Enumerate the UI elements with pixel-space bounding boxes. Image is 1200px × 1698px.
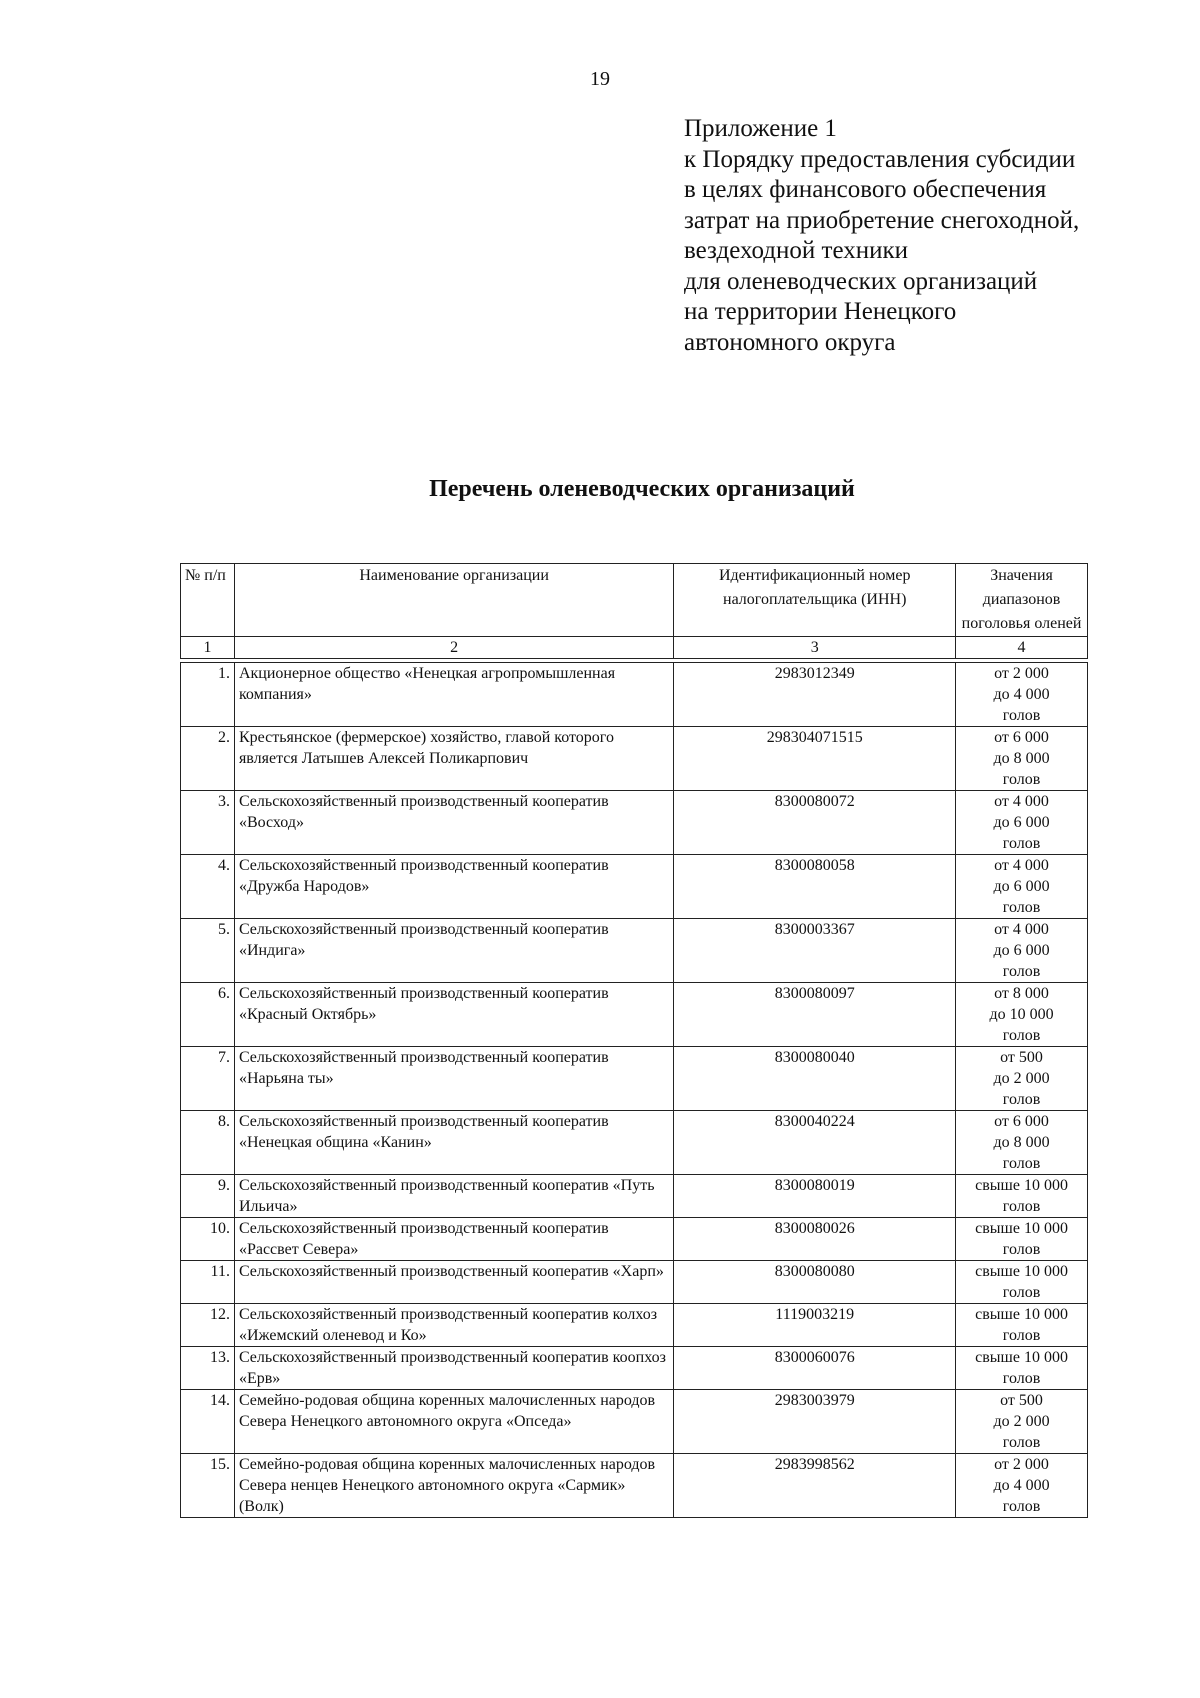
organization-inn: 8300003367 bbox=[674, 919, 956, 983]
herd-size-range bbox=[956, 983, 1088, 1047]
range-line: голов bbox=[1002, 1370, 1041, 1387]
row-number: 8. bbox=[181, 1111, 235, 1175]
organization-inn: 1119003219 bbox=[674, 1304, 956, 1347]
herd-size-range bbox=[956, 1304, 1088, 1347]
herd-size-range bbox=[956, 1261, 1088, 1304]
range-line: голов bbox=[1002, 899, 1041, 916]
organization-name: Семейно-родовая община коренных малочисленных народов Севера ненцев Ненецкого автономного округа «Сармик» (Волк) bbox=[234, 1454, 673, 1518]
range-line: свыше 10 000 bbox=[975, 1177, 1068, 1194]
range-line: голов bbox=[1002, 1198, 1041, 1215]
column-number: 4 bbox=[956, 637, 1088, 659]
range-line: голов bbox=[1002, 1091, 1041, 1108]
table-row bbox=[181, 919, 1088, 983]
herd-size-range bbox=[956, 855, 1088, 919]
table-row bbox=[181, 791, 1088, 855]
range-line: от 500 bbox=[1000, 1392, 1043, 1409]
table-header-row bbox=[181, 564, 1088, 637]
appendix-header bbox=[684, 114, 1164, 358]
table-row bbox=[181, 983, 1088, 1047]
organization-inn: 2983012349 bbox=[674, 663, 956, 727]
organization-inn: 2983003979 bbox=[674, 1390, 956, 1454]
table-row bbox=[181, 1390, 1088, 1454]
herd-size-range bbox=[956, 1047, 1088, 1111]
organization-inn: 2983998562 bbox=[674, 1454, 956, 1518]
range-line: от 500 bbox=[1000, 1049, 1043, 1066]
row-number: 2. bbox=[181, 727, 235, 791]
herd-size-range bbox=[956, 663, 1088, 727]
range-line: до 6 000 bbox=[993, 878, 1050, 895]
range-line: голов bbox=[1002, 1284, 1041, 1301]
organization-name: Сельскохозяйственный производственный кооператив «Дружба Народов» bbox=[234, 855, 673, 919]
organization-inn: 8300080072 bbox=[674, 791, 956, 855]
herd-size-range bbox=[956, 919, 1088, 983]
range-line: до 6 000 bbox=[993, 814, 1050, 831]
row-number: 13. bbox=[181, 1347, 235, 1390]
organization-name: Сельскохозяйственный производственный кооператив «Путь Ильича» bbox=[234, 1175, 673, 1218]
herd-size-range bbox=[956, 1390, 1088, 1454]
range-line: свыше 10 000 bbox=[975, 1349, 1068, 1366]
range-line: до 2 000 bbox=[993, 1070, 1050, 1087]
organization-name: Семейно-родовая община коренных малочисленных народов Севера Ненецкого автономного округа «Опседа» bbox=[234, 1390, 673, 1454]
organization-name: Сельскохозяйственный производственный кооператив «Красный Октябрь» bbox=[234, 983, 673, 1047]
range-line: голов bbox=[1002, 835, 1041, 852]
organization-name: Сельскохозяйственный производственный кооператив «Восход» bbox=[234, 791, 673, 855]
organization-inn: 8300080019 bbox=[674, 1175, 956, 1218]
column-number: 3 bbox=[674, 637, 956, 659]
range-line: до 8 000 bbox=[993, 1134, 1050, 1151]
table-row bbox=[181, 1111, 1088, 1175]
header-range: Значения диапазонов поголовья оленей bbox=[956, 564, 1088, 637]
organizations-table bbox=[180, 563, 1088, 1518]
table-row bbox=[181, 1175, 1088, 1218]
table-row bbox=[181, 663, 1088, 727]
herd-size-range bbox=[956, 727, 1088, 791]
column-number-row bbox=[181, 637, 1088, 659]
range-line: до 6 000 bbox=[993, 942, 1050, 959]
organization-name: Сельскохозяйственный производственный кооператив «Харп» bbox=[234, 1261, 673, 1304]
range-line: от 4 000 bbox=[994, 921, 1049, 938]
row-number: 10. bbox=[181, 1218, 235, 1261]
document-title: Перечень оленеводческих организаций bbox=[429, 476, 855, 502]
herd-size-range bbox=[956, 1347, 1088, 1390]
range-line: до 4 000 bbox=[993, 686, 1050, 703]
range-line: голов bbox=[1002, 1327, 1041, 1344]
table-row bbox=[181, 727, 1088, 791]
row-number: 15. bbox=[181, 1454, 235, 1518]
organization-name: Сельскохозяйственный производственный кооператив «Рассвет Севера» bbox=[234, 1218, 673, 1261]
range-line: до 8 000 bbox=[993, 750, 1050, 767]
row-number: 14. bbox=[181, 1390, 235, 1454]
row-number: 4. bbox=[181, 855, 235, 919]
range-line: голов bbox=[1002, 1155, 1041, 1172]
table-row bbox=[181, 1261, 1088, 1304]
range-line: голов bbox=[1002, 771, 1041, 788]
row-number: 7. bbox=[181, 1047, 235, 1111]
range-line: свыше 10 000 bbox=[975, 1306, 1068, 1323]
row-number: 11. bbox=[181, 1261, 235, 1304]
herd-size-range bbox=[956, 791, 1088, 855]
organization-inn: 8300080040 bbox=[674, 1047, 956, 1111]
page-number: 19 bbox=[590, 68, 610, 90]
column-number: 1 bbox=[181, 637, 235, 659]
organization-name: Сельскохозяйственный производственный кооператив «Индига» bbox=[234, 919, 673, 983]
range-line: свыше 10 000 bbox=[975, 1263, 1068, 1280]
range-line: голов bbox=[1002, 1434, 1041, 1451]
header-inn: Идентификационный номер налогоплательщика (ИНН) bbox=[674, 564, 956, 637]
range-line: от 6 000 bbox=[994, 1113, 1049, 1130]
range-line: голов bbox=[1002, 1498, 1041, 1515]
organization-name: Сельскохозяйственный производственный кооператив «Ненецкая община «Канин» bbox=[234, 1111, 673, 1175]
organization-inn: 298304071515 bbox=[674, 727, 956, 791]
range-line: голов bbox=[1002, 1241, 1041, 1258]
organization-inn: 8300040224 bbox=[674, 1111, 956, 1175]
herd-size-range bbox=[956, 1454, 1088, 1518]
header-name: Наименование организации bbox=[234, 564, 673, 637]
organization-inn: 8300080080 bbox=[674, 1261, 956, 1304]
appendix-line: затрат на приобретение снегоходной, bbox=[684, 206, 1080, 234]
organization-inn: 8300080097 bbox=[674, 983, 956, 1047]
appendix-line: вездеходной техники bbox=[684, 237, 908, 264]
range-line: голов bbox=[1002, 963, 1041, 980]
appendix-line: к Порядку предоставления субсидии bbox=[684, 145, 1076, 173]
row-number: 9. bbox=[181, 1175, 235, 1218]
range-line: от 8 000 bbox=[994, 985, 1049, 1002]
range-line: голов bbox=[1002, 707, 1041, 724]
organization-name: Акционерное общество «Ненецкая агропромышленная компания» bbox=[234, 663, 673, 727]
organization-inn: 8300080058 bbox=[674, 855, 956, 919]
row-number: 3. bbox=[181, 791, 235, 855]
organization-inn: 8300060076 bbox=[674, 1347, 956, 1390]
range-line: голов bbox=[1002, 1027, 1041, 1044]
range-line: до 2 000 bbox=[993, 1413, 1050, 1430]
herd-size-range bbox=[956, 1175, 1088, 1218]
appendix-line: Приложение 1 bbox=[684, 115, 837, 142]
row-number: 12. bbox=[181, 1304, 235, 1347]
table-row bbox=[181, 1304, 1088, 1347]
organization-name: Сельскохозяйственный производственный кооператив колхоз «Ижемский оленевод и Ко» bbox=[234, 1304, 673, 1347]
herd-size-range bbox=[956, 1111, 1088, 1175]
table-body bbox=[181, 663, 1088, 1518]
appendix-line: в целях финансового обеспечения bbox=[684, 176, 1047, 203]
range-line: свыше 10 000 bbox=[975, 1220, 1068, 1237]
range-line: до 10 000 bbox=[989, 1006, 1054, 1023]
range-line: от 2 000 bbox=[994, 1456, 1049, 1473]
column-number: 2 bbox=[234, 637, 673, 659]
table-row bbox=[181, 1218, 1088, 1261]
range-line: от 6 000 bbox=[994, 729, 1049, 746]
range-line: от 4 000 bbox=[994, 793, 1049, 810]
table-row bbox=[181, 1347, 1088, 1390]
organization-name: Сельскохозяйственный производственный кооператив коопхоз «Ерв» bbox=[234, 1347, 673, 1390]
organization-inn: 8300080026 bbox=[674, 1218, 956, 1261]
appendix-line: автономного округа bbox=[684, 328, 896, 356]
appendix-line: на территории Ненецкого bbox=[684, 298, 957, 325]
organization-name: Сельскохозяйственный производственный кооператив «Нарьяна ты» bbox=[234, 1047, 673, 1111]
row-number: 1. bbox=[181, 663, 235, 727]
header-num: № п/п bbox=[181, 564, 235, 637]
range-line: от 2 000 bbox=[994, 665, 1049, 682]
herd-size-range bbox=[956, 1218, 1088, 1261]
organization-name: Крестьянское (фермерское) хозяйство, главой которого является Латышев Алексей Поликарпович bbox=[234, 727, 673, 791]
range-line: до 4 000 bbox=[993, 1477, 1050, 1494]
table-row bbox=[181, 1454, 1088, 1518]
row-number: 6. bbox=[181, 983, 235, 1047]
row-number: 5. bbox=[181, 919, 235, 983]
range-line: от 4 000 bbox=[994, 857, 1049, 874]
appendix-line: для оленеводческих организаций bbox=[684, 267, 1038, 295]
table-row bbox=[181, 855, 1088, 919]
table-row bbox=[181, 1047, 1088, 1111]
